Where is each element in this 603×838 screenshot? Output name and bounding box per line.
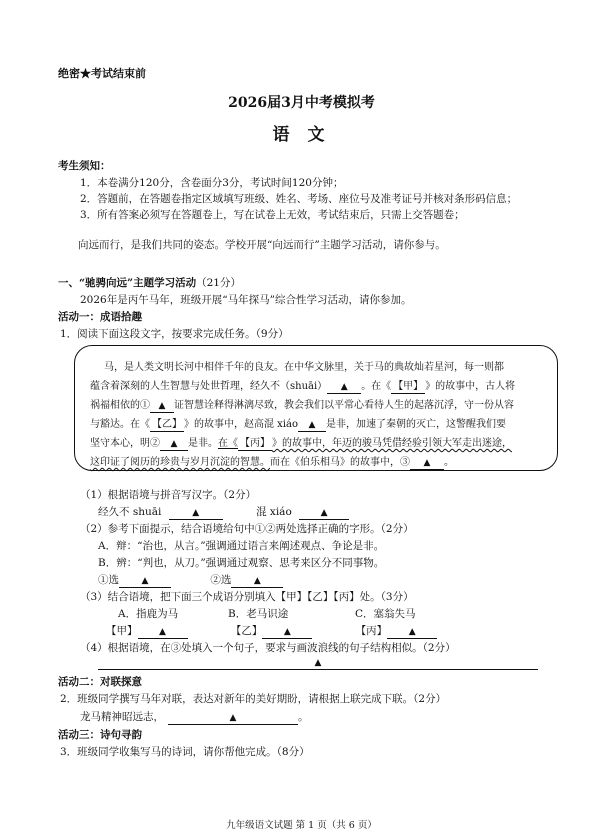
passage-text: 。 — [444, 457, 454, 468]
passage-line — [90, 377, 550, 394]
sub2-option-a: A．辩：“治也，从言。”强调通过语言来阐述观点、争论是非。 — [98, 540, 385, 552]
section-title-text: 一、“驰骋向远”主题学习活动 — [58, 277, 197, 289]
wavy-sentence: 这印证了阅历的珍贵与岁月沉淀的智慧。 — [90, 457, 270, 468]
notice-item: 1．本卷满分120分，含卷面分3分，考试时间120分钟； — [80, 177, 344, 189]
section-title — [58, 275, 241, 290]
idiom-option: C．塞翁失马 — [355, 608, 416, 620]
answer-blank[interactable] — [298, 419, 326, 432]
section-intro: 2026年是丙午马年，班级开展“马年探马”综合性学习活动，请你参加。 — [80, 294, 412, 306]
passage-text: 在《 — [218, 438, 238, 449]
blank-triangle-mark: ▲ — [283, 627, 291, 637]
passage-text: 祸福相依的① — [90, 400, 150, 411]
couplet-row — [80, 709, 309, 725]
sub1-label: 混 xiáo — [256, 506, 292, 518]
sub1-answer-row — [98, 504, 349, 520]
blank-triangle-mark: ▲ — [158, 401, 166, 411]
sub3-answer-row — [106, 623, 437, 639]
answer-blank[interactable] — [327, 381, 361, 394]
answer-blank[interactable] — [169, 506, 223, 520]
intro-text: 向远而行，是我们共同的姿态。学校开展“向远而行”主题学习活动，请你参与。 — [78, 239, 446, 251]
passage-line — [90, 434, 550, 451]
wavy-sentence: 》的故事中，年迈的骏马凭借经验引领大军走出迷途， — [272, 438, 512, 449]
passage-text: 而在《伯乐相马》的故事中，③ — [270, 457, 410, 468]
blank-triangle-mark: ▲ — [170, 439, 178, 449]
subject-title: 语 文 — [272, 125, 331, 145]
page-footer: 九年级语文试题 第 1 页（共 6 页） — [226, 820, 377, 831]
blank-triangle-mark: ▲ — [229, 713, 237, 723]
section-score: （21分） — [196, 277, 241, 289]
answer-blank[interactable] — [299, 506, 349, 520]
blank-triangle-mark: ▲ — [340, 382, 348, 392]
answer-blank[interactable] — [410, 457, 444, 470]
notice-item: 2．答题前，在答题卷指定区域填写班级、姓名、考场、座位号及准考证号并核对条形码信息； — [80, 193, 518, 205]
blank-triangle-mark: ▲ — [141, 576, 149, 586]
blank-yi[interactable]: 【乙】 — [152, 419, 182, 430]
blank-triangle-mark: ▲ — [308, 420, 316, 430]
passage-line — [90, 415, 550, 432]
sub2-answer-row — [98, 572, 283, 588]
passage-text: 》的故事中，古人将 — [425, 381, 516, 392]
passage-line: 马，是人类文明长河中相伴千年的良友。在中华文脉里，关于马的典故灿若星河，每一则都 — [104, 362, 504, 373]
passage-line — [90, 396, 550, 413]
blank-triangle-mark: ▲ — [253, 576, 261, 586]
passage-text: 》的故事中，赵高混 xiáo — [184, 419, 298, 430]
passage-text: 是非。 — [188, 438, 218, 449]
answer-blank[interactable] — [138, 625, 188, 639]
answer-blank[interactable] — [160, 438, 188, 451]
activity1-title: 活动一：成语拾趣 — [58, 311, 142, 323]
sub1-label: 经久不 shuāi — [98, 506, 162, 518]
idiom-option: A．指鹿为马 — [118, 608, 179, 620]
answer-blank[interactable] — [119, 574, 171, 588]
exam-title: 2026届3月中考模拟考 — [228, 95, 375, 111]
activity2-title: 活动二：对联探意 — [58, 676, 142, 688]
blank-triangle-mark: ▲ — [408, 627, 416, 637]
answer-blank[interactable] — [231, 574, 283, 588]
confidential-label: 绝密★考试结束前 — [58, 67, 146, 80]
blank-triangle-mark: ▲ — [314, 658, 322, 668]
sub3-label: 【甲】 — [106, 625, 138, 637]
sub-question-2: （2）参考下面提示，结合语境给句中①②两处选择正确的字形。（2分） — [80, 523, 414, 535]
activity3-title: 活动三：诗句寻韵 — [58, 729, 142, 741]
sub4-answer-line[interactable] — [98, 656, 538, 670]
sub3-label: 【丙】 — [355, 625, 388, 637]
blank-jia[interactable]: 【甲】 — [393, 381, 424, 392]
notice-item: 3．所有答案必须写在答题卷上，写在试卷上无效，考试结束后，只需上交答题卷； — [80, 209, 465, 221]
passage-text: 坚守本心，明② — [90, 438, 160, 449]
notice-heading: 考生须知： — [58, 160, 111, 172]
sub2-label: ①选 — [98, 574, 119, 586]
question-2: 2．班级同学撰写马年对联，表达对新年的美好期盼，请根据上联完成下联。（2分） — [60, 693, 447, 705]
passage-line — [90, 453, 550, 470]
answer-blank[interactable] — [387, 625, 437, 639]
passage-text: 与豁达。在《 — [90, 419, 150, 430]
couplet-first: 龙马精神昭远志， — [80, 711, 164, 723]
sub3-label: 【乙】 — [230, 625, 263, 637]
passage-text: 证智慧诠释得淋漓尽致，教会我们以平常心看待人生的起落沉浮，守一份从容 — [174, 400, 514, 411]
blank-triangle-mark: ▲ — [192, 508, 200, 518]
passage-text: 。在《 — [361, 381, 392, 392]
sub-question-1: （1）根据语境与拼音写汉字。（2分） — [80, 489, 257, 501]
blank-triangle-mark: ▲ — [159, 627, 166, 637]
idiom-option: B．老马识途 — [228, 608, 289, 620]
sub2-option-b: B．辨：“判也，从刀。”强调通过观察、思考来区分不同事物。 — [98, 557, 385, 569]
answer-blank[interactable] — [262, 625, 312, 639]
blank-triangle-mark: ▲ — [320, 508, 328, 518]
blank-bing[interactable]: 【丙】 — [240, 438, 270, 449]
answer-blank[interactable] — [150, 400, 174, 413]
couplet-answer-blank[interactable] — [168, 711, 298, 725]
sub-question-3: （3）结合语境，把下面三个成语分别填入【甲】【乙】【丙】处。（3分） — [80, 591, 414, 603]
sub2-label: ②选 — [210, 574, 232, 586]
couplet-end: 。 — [298, 711, 309, 723]
question-1: 1．阅读下面这段文字，按要求完成任务。（9分） — [60, 328, 289, 340]
passage-text: 蕴含着深刻的人生智慧与处世哲理，经久不（shuāi） — [90, 381, 328, 392]
sub-question-4: （4）根据语境，在③处填入一个句子，要求与画波浪线的句子结构相似。（2分） — [80, 642, 456, 654]
blank-triangle-mark: ▲ — [423, 458, 431, 468]
question-3: 3．班级同学收集写马的诗词，请你帮他完成。（8分） — [60, 746, 310, 758]
passage-text: 是非，加速了秦朝的灭亡，这警醒我们要 — [326, 419, 506, 430]
